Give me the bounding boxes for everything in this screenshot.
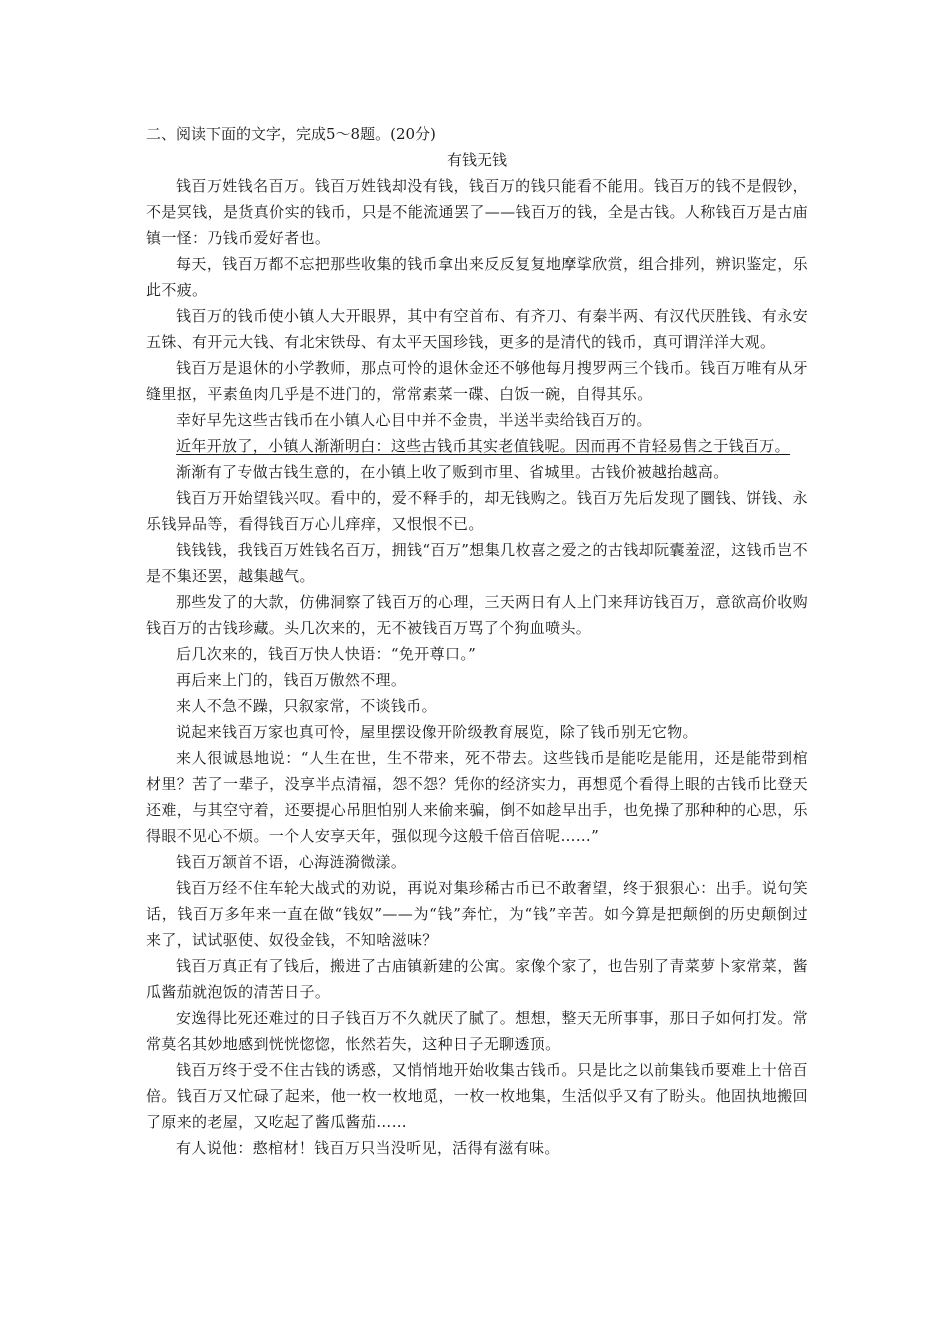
paragraph: 钱百万真正有了钱后，搬进了古庙镇新建的公寓。家像个家了，也告别了青菜萝卜家常菜，酱瓜酱茄就泡饭的清苦日子。 [146, 957, 808, 1001]
underlined-text: 近年开放了，小镇人渐渐明白：这些古钱币其实老值钱呢。因而再不肯轻易售之于钱百万。 [176, 437, 791, 455]
paragraph: 后几次来的，钱百万快人快语：“免开尊口。” [176, 645, 477, 663]
paragraph: 钱百万终于受不住古钱的诱惑，又悄悄地开始收集古钱币。只是比之以前集钱币要难上十倍百倍。钱百万又忙碌了起来，他一枚一枚地觅，一枚一枚地集，生活似乎又有了盼头。他固执地搬回了原来的老屋，又吃起了酱瓜酱茄…… [146, 1061, 808, 1131]
section-heading: 二、阅读下面的文字，完成5～8题。(20分) [146, 125, 436, 143]
paragraph: 说起来钱百万家也真可怜，屋里摆设像开阶级教育展览，除了钱币别无它物。 [176, 723, 698, 741]
paragraph: 钱百万姓钱名百万。钱百万姓钱却没有钱，钱百万的钱只能看不能用。钱百万的钱不是假钞，不是冥钱，是货真价实的钱币，只是不能流通罢了——钱百万的钱，全是古钱。人称钱百万是古庙镇一怪：乃钱币爱好者也。 [146, 177, 808, 247]
paragraph: 钱百万颔首不语，心海涟漪微漾。 [176, 853, 407, 871]
document-page [146, 121, 808, 1161]
paragraph: 钱钱钱，我钱百万姓钱名百万，拥钱“百万”想集几枚喜之爱之的古钱却阮囊羞涩，这钱币岂不是不集还罢，越集越气。 [146, 541, 808, 585]
paragraph: 安逸得比死还难过的日子钱百万不久就厌了腻了。想想，整天无所事事，那日子如何打发。常常莫名其妙地感到恍恍惚惚，怅然若失，这种日子无聊透顶。 [146, 1009, 808, 1053]
paragraph: 钱百万的钱币使小镇人大开眼界，其中有空首布、有齐刀、有秦半两、有汉代厌胜钱、有永安五铢、有开元大钱、有北宋铁母、有太平天国珍钱，更多的是清代的钱币，真可谓洋洋大观。 [146, 307, 808, 351]
paragraph: 钱百万开始望钱兴叹。看中的，爱不释手的，却无钱购之。钱百万先后发现了圜钱、饼钱、永乐钱异品等，看得钱百万心儿痒痒，又恨恨不已。 [146, 489, 808, 533]
paragraph: 来人很诚恳地说：“人生在世，生不带来，死不带去。这些钱币是能吃是能用，还是能带到棺材里？苦了一辈子，没享半点清福，怨不怨？凭你的经济实力，再想觅个看得上眼的古钱币比登天还难，与其空守着，还要提心吊胆怕别人来偷来骗，倒不如趁早出手，也免操了那种种的心思，乐得眼不见心不烦。一个人安享天年，强似现今这般千倍百倍呢……” [146, 749, 808, 845]
paragraph: 钱百万经不住车轮大战式的劝说，再说对集珍稀古币已不敢奢望，终于狠狠心：出手。说句笑话，钱百万多年来一直在做“钱奴”——为“钱”奔忙，为“钱”辛苦。如今算是把颠倒的历史颠倒过来了，试试驱使、奴役金钱，不知啥滋味？ [146, 879, 808, 949]
paragraph: 渐渐有了专做古钱生意的，在小镇上收了贩到市里、省城里。古钱价被越抬越高。 [176, 463, 729, 481]
paragraph: 那些发了的大款，仿佛洞察了钱百万的心理，三天两日有人上门来拜访钱百万，意欲高价收购钱百万的古钱珍藏。头几次来的，无不被钱百万骂了个狗血喷头。 [146, 593, 808, 637]
underlined-paragraph [146, 433, 808, 459]
paragraph: 来人不急不躁，只叙家常，不谈钱币。 [176, 697, 437, 715]
paragraph: 每天，钱百万都不忘把那些收集的钱币拿出来反反复复地摩挲欣赏，组合排列，辨识鉴定，乐此不疲。 [146, 255, 808, 299]
story-title: 有钱无钱 [446, 151, 507, 169]
paragraph: 有人说他：憨棺材！钱百万只当没听见，活得有滋有味。 [176, 1139, 560, 1157]
paragraph: 幸好早先这些古钱币在小镇人心目中并不金贵，半送半卖给钱百万的。 [176, 411, 652, 429]
paragraph: 钱百万是退休的小学教师，那点可怜的退休金还不够他每月搜罗两三个钱币。钱百万唯有从牙缝里抠，平素鱼肉几乎是不进门的，常常素菜一碟、白饭一碗，自得其乐。 [146, 359, 808, 403]
paragraph: 再后来上门的，钱百万傲然不理。 [176, 671, 407, 689]
